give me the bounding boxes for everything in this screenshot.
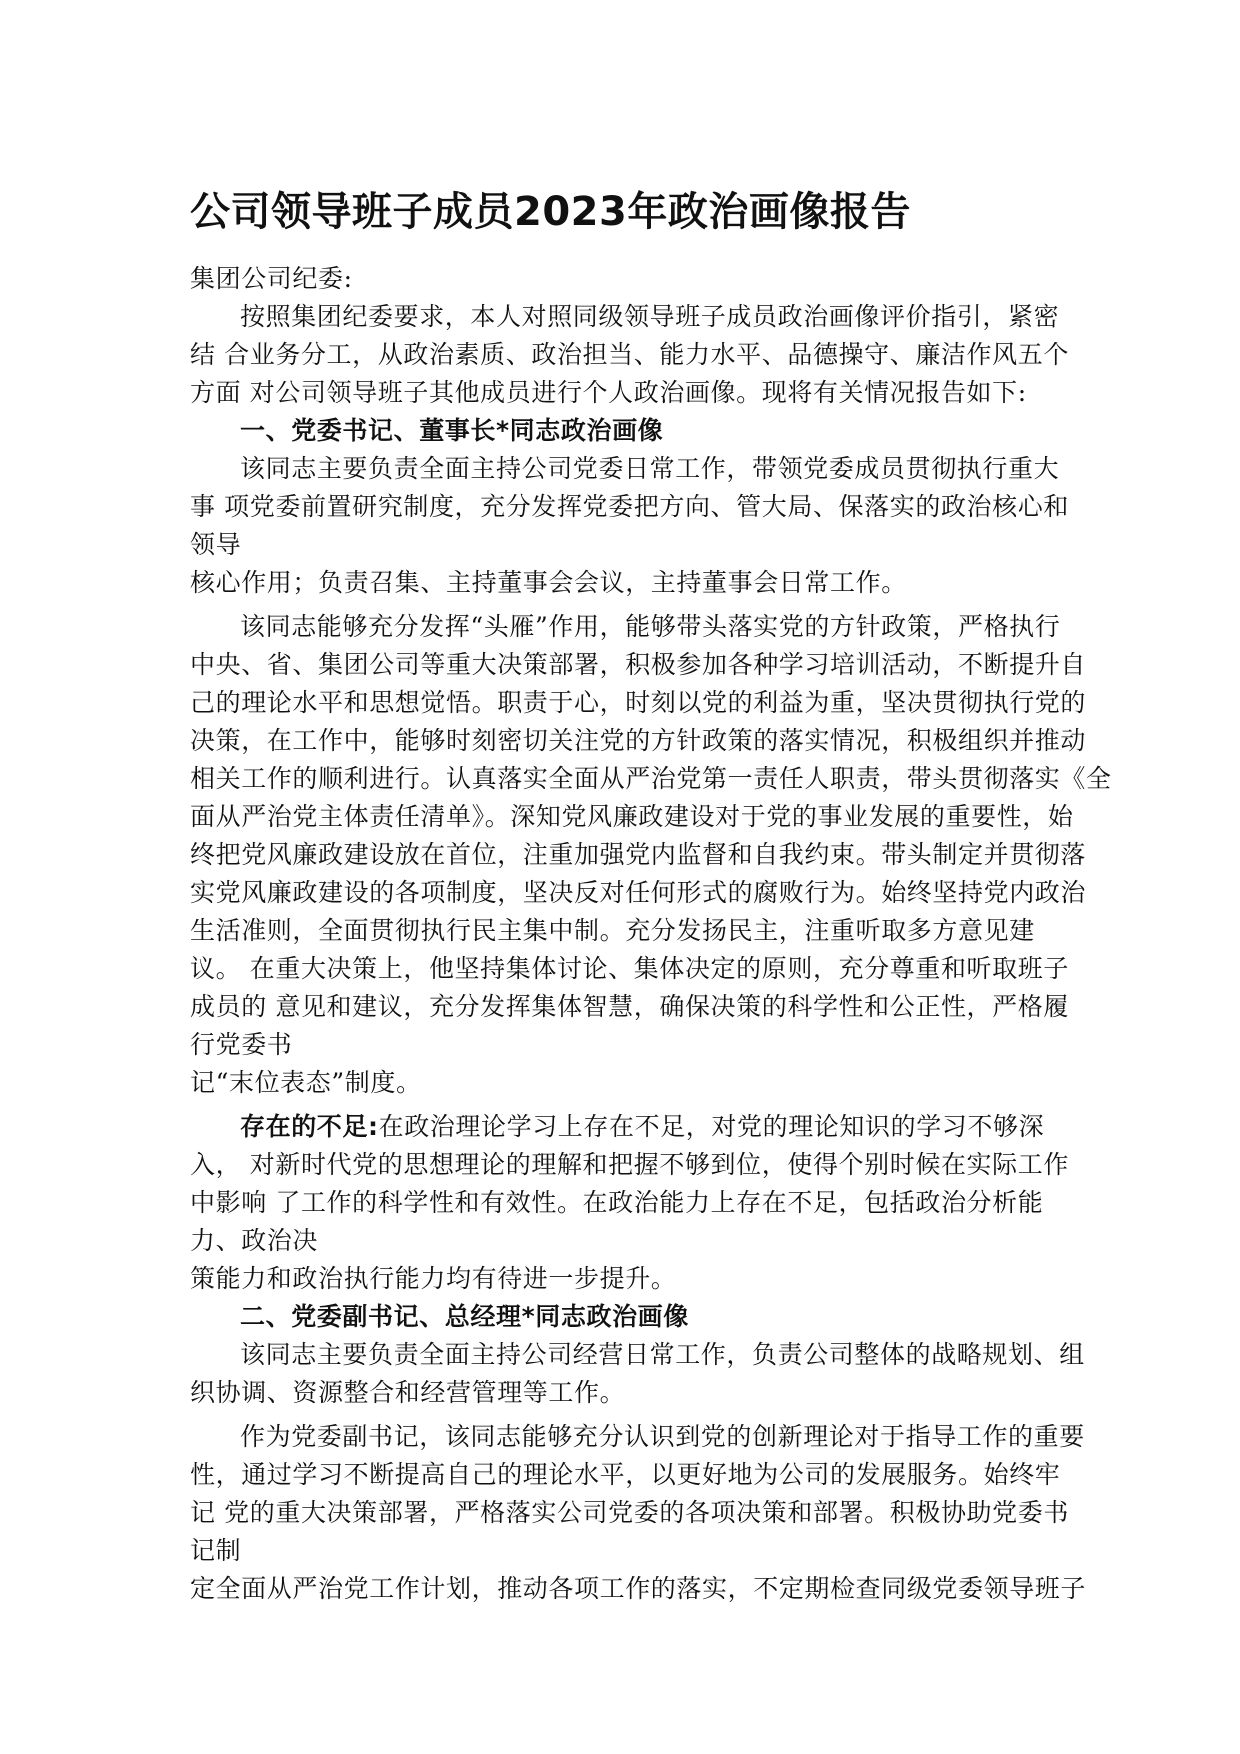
section1-shortcomings-paragraph [190,1108,1069,1298]
text-line: 相关工作的顺利进行。认真落实全面从严治党第一责任人职责，带头贯彻落实《全 [190,764,1112,793]
text-line: 性，通过学习不断提高自己的理论水平，以更好地为公司的发展服务。始终牢 [190,1460,1061,1489]
text-line: 织协调、资源整合和经营管理等工作。 [190,1378,626,1407]
text-line: 己的理论水平和思想觉悟。职责于心，时刻以党的利益为重，坚决贯彻执行党的 [190,688,1087,717]
text-line [190,1108,1050,1146]
text-line: 记 党的重大决策部署，严格落实公司党委的各项决策和部署。积极协助党委书 [190,1498,1069,1527]
text-line: 行党委书 [190,1030,293,1059]
text-line: 方面 对公司领导班子其他成员进行个人政治画像。现将有关情况报告如下: [190,378,1027,407]
salutation: 集团公司纪委: [190,264,353,293]
section1-duty-paragraph [190,450,1069,602]
text-line: 记制 [190,1536,242,1565]
text-line: 记“末位表态”制度。 [190,1068,422,1097]
text-line: 该同志主要负责全面主持公司党委日常工作，带领党委成员贯彻执行重大 [240,454,1060,483]
document-body [190,260,1112,1608]
shortcomings-text: 在政治理论学习上存在不足，对党的理论知识的学习不够深 [378,1112,1045,1141]
text-line: 中影响 了工作的科学性和有效性。在政治能力上存在不足，包括政治分析能 [190,1188,1044,1217]
text-line: 该同志主要负责全面主持公司经营日常工作，负责公司整体的战略规划、组 [240,1340,1085,1369]
text-line: 作为党委副书记，该同志能够充分认识到党的创新理论对于指导工作的重要 [240,1422,1085,1451]
text-line: 议。 在重大决策上，他坚持集体讨论、集体决定的原则，充分尊重和听取班子 [190,954,1069,983]
text-line: 决策，在工作中，能够时刻密切关注党的方针政策的落实情况，积极组织并推动 [190,726,1087,755]
text-line: 实党风廉政建设的各项制度，坚决反对任何形式的腐败行为。始终坚持党内政治 [190,878,1087,907]
text-line: 结 合业务分工，从政治素质、政治担当、能力水平、品德操守、廉洁作风五个 [190,340,1069,369]
text-line: 终把党风廉政建设放在首位，注重加强党内监督和自我约束。带头制定并贯彻落 [190,840,1087,869]
text-line: 生活准则，全面贯彻执行民主集中制。充分发扬民主，注重听取多方意见建 [190,916,1035,945]
text-line: 按照集团纪委要求，本人对照同级领导班子成员政治画像评价指引，紧密 [240,302,1060,331]
section1-assessment-paragraph [190,608,1112,1102]
section2-duty-paragraph [190,1336,1085,1412]
text-line: 策能力和政治执行能力均有待进一步提升。 [190,1264,677,1293]
text-line: 事 项党委前置研究制度，充分发挥党委把方向、管大局、保落实的政治核心和 [190,492,1069,521]
text-line: 成员的 意见和建议，充分发挥集体智慧，确保决策的科学性和公正性，严格履 [190,992,1069,1021]
section-heading-2: 二、党委副书记、总经理*同志政治画像 [240,1302,689,1331]
intro-paragraph [190,298,1069,412]
text-line: 入， 对新时代党的思想理论的理解和把握不够到位，使得个别时候在实际工作 [190,1150,1069,1179]
section2-assessment-paragraph [190,1418,1087,1608]
text-line: 领导 [190,530,242,559]
text-line: 核心作用；负责召集、主持董事会会议，主持董事会日常工作。 [190,568,907,597]
text-line: 中央、省、集团公司等重大决策部署，积极参加各种学习培训活动，不断提升自 [190,650,1087,679]
page-title: 公司领导班子成员2023年政治画像报告 [190,189,911,235]
text-line: 定全面从严治党工作计划，推动各项工作的落实，不定期检查同级党委领导班子 [190,1574,1087,1603]
section-heading-1: 一、党委书记、董事长*同志政治画像 [240,416,664,445]
text-line: 面从严治党主体责任清单》。深知党风廉政建设对于党的事业发展的重要性，始 [190,802,1074,831]
text-line: 力、政治决 [190,1226,319,1255]
shortcomings-label: 存在的不足: [240,1112,379,1141]
text-line: 该同志能够充分发挥“头雁”作用，能够带头落实党的方针政策，严格执行 [240,612,1061,641]
